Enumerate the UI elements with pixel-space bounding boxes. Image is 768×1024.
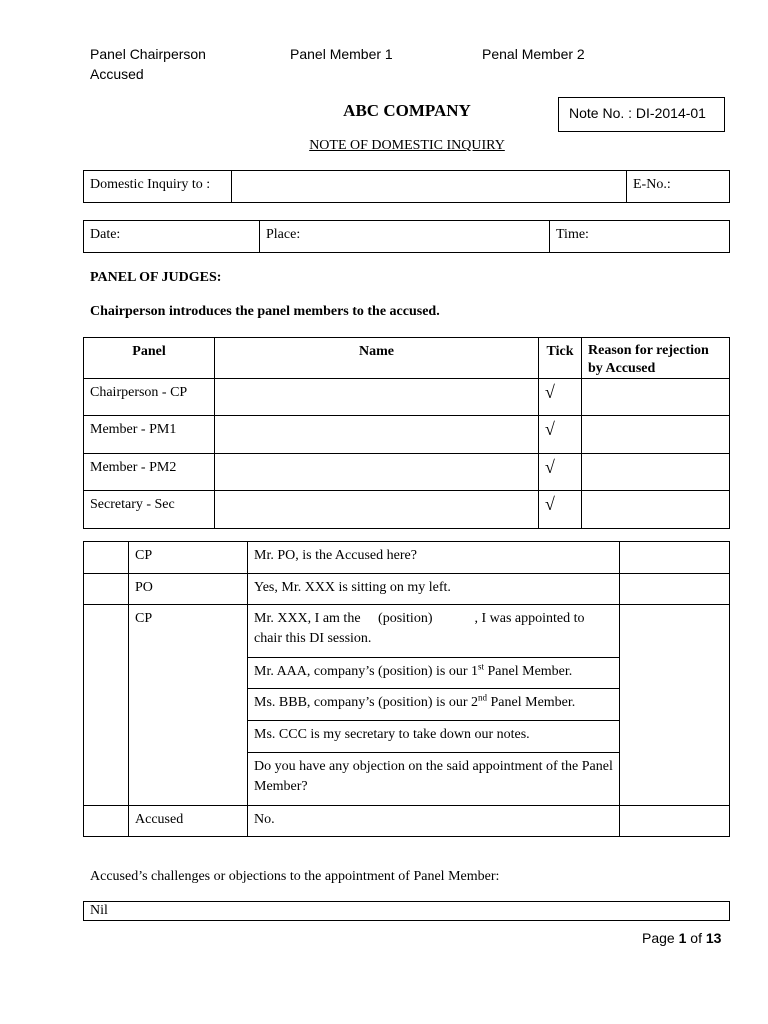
current-page: 1 <box>678 930 687 946</box>
challenge-value[interactable]: Nil <box>90 903 108 918</box>
challenge-label: Accused’s challenges or objections to the appointment of Panel Member: <box>90 869 500 884</box>
challenge-table <box>83 901 730 921</box>
tick-mark: √ <box>545 457 555 477</box>
panel-role: Chairperson - CP <box>90 385 188 400</box>
table-row <box>84 416 730 454</box>
table-row <box>84 542 730 574</box>
dialogue-text: Ms. CCC is my secretary to take down our notes. <box>254 727 530 742</box>
dialogue-text: Mr. XXX, I am the (position) , I was appointed to chair this DI session. <box>254 611 589 646</box>
of-word: of <box>690 930 702 946</box>
eno-field[interactable]: E-No.: <box>633 177 671 192</box>
dialogue-text <box>248 658 619 681</box>
header-chairperson: Panel Chairperson <box>90 46 206 62</box>
dialogue-text-part: Panel Member. <box>484 664 573 679</box>
speaker: Accused <box>135 812 184 827</box>
dialogue-text <box>248 689 619 712</box>
date-field[interactable]: Date: <box>90 227 121 242</box>
ordinal-suffix: st <box>478 661 485 672</box>
details-table <box>83 220 730 253</box>
company-name: ABC COMPANY <box>343 101 471 120</box>
panel-role: Secretary - Sec <box>90 497 175 512</box>
inquiry-label: Domestic Inquiry to : <box>90 177 211 192</box>
page-number <box>642 930 721 946</box>
note-number-box: Note No. : DI-2014-01 <box>558 97 725 132</box>
time-field[interactable]: Time: <box>556 227 589 242</box>
panel-name-field[interactable] <box>215 454 538 458</box>
header-reason: Reason for rejection by Accused <box>588 343 709 376</box>
total-pages: 13 <box>705 930 722 946</box>
header-tick: Tick <box>546 344 574 359</box>
dialogue-text: Do you have any objection on the said appointment of the Panel Member? <box>254 759 613 794</box>
page-word: Page <box>642 930 675 946</box>
header-name: Name <box>359 344 394 359</box>
panel-heading: PANEL OF JUDGES: <box>90 270 222 285</box>
dialogue-text: Yes, Mr. XXX is sitting on my left. <box>254 580 451 595</box>
panel-role: Member - PM2 <box>90 460 177 475</box>
header-member2: Penal Member 2 <box>482 46 585 62</box>
dialogue-text-part: Ms. BBB, company’s (position) is our 2 <box>254 695 479 710</box>
panel-name-field[interactable] <box>215 491 538 495</box>
table-row <box>84 574 730 605</box>
document-title: NOTE OF DOMESTIC INQUIRY <box>309 138 505 153</box>
panel-name-field[interactable] <box>215 379 538 383</box>
header-accused: Accused <box>90 66 144 82</box>
dialogue-text: No. <box>254 812 275 827</box>
panel-role: Member - PM1 <box>90 422 177 437</box>
place-field[interactable]: Place: <box>266 227 301 242</box>
dialogue-table <box>83 541 730 837</box>
table-row <box>84 605 730 658</box>
reason-field[interactable] <box>582 416 729 420</box>
panel-name-field[interactable] <box>215 416 538 420</box>
intro-text: Chairperson introduces the panel members to the accused. <box>90 304 440 319</box>
reason-field[interactable] <box>582 379 729 383</box>
tick-mark: √ <box>545 382 555 402</box>
speaker: CP <box>135 611 153 626</box>
inquiry-table <box>83 170 730 203</box>
dialogue-text: Mr. PO, is the Accused here? <box>254 548 417 563</box>
panel-table <box>83 337 730 529</box>
tick-mark: √ <box>545 494 555 514</box>
table-row <box>84 806 730 837</box>
table-row <box>84 491 730 529</box>
header-panel: Panel <box>132 344 166 359</box>
tick-mark: √ <box>545 419 555 439</box>
ordinal-suffix: nd <box>478 692 488 703</box>
speaker: CP <box>135 548 153 563</box>
reason-field[interactable] <box>582 454 729 458</box>
speaker: PO <box>135 580 153 595</box>
header-member1: Panel Member 1 <box>290 46 393 62</box>
dialogue-text-part: Panel Member. <box>487 695 576 710</box>
table-row <box>84 454 730 491</box>
reason-field[interactable] <box>582 491 729 495</box>
table-row <box>84 379 730 416</box>
dialogue-text-part: Mr. AAA, company’s (position) is our 1 <box>254 664 478 679</box>
inquiry-value-field[interactable] <box>232 171 626 175</box>
